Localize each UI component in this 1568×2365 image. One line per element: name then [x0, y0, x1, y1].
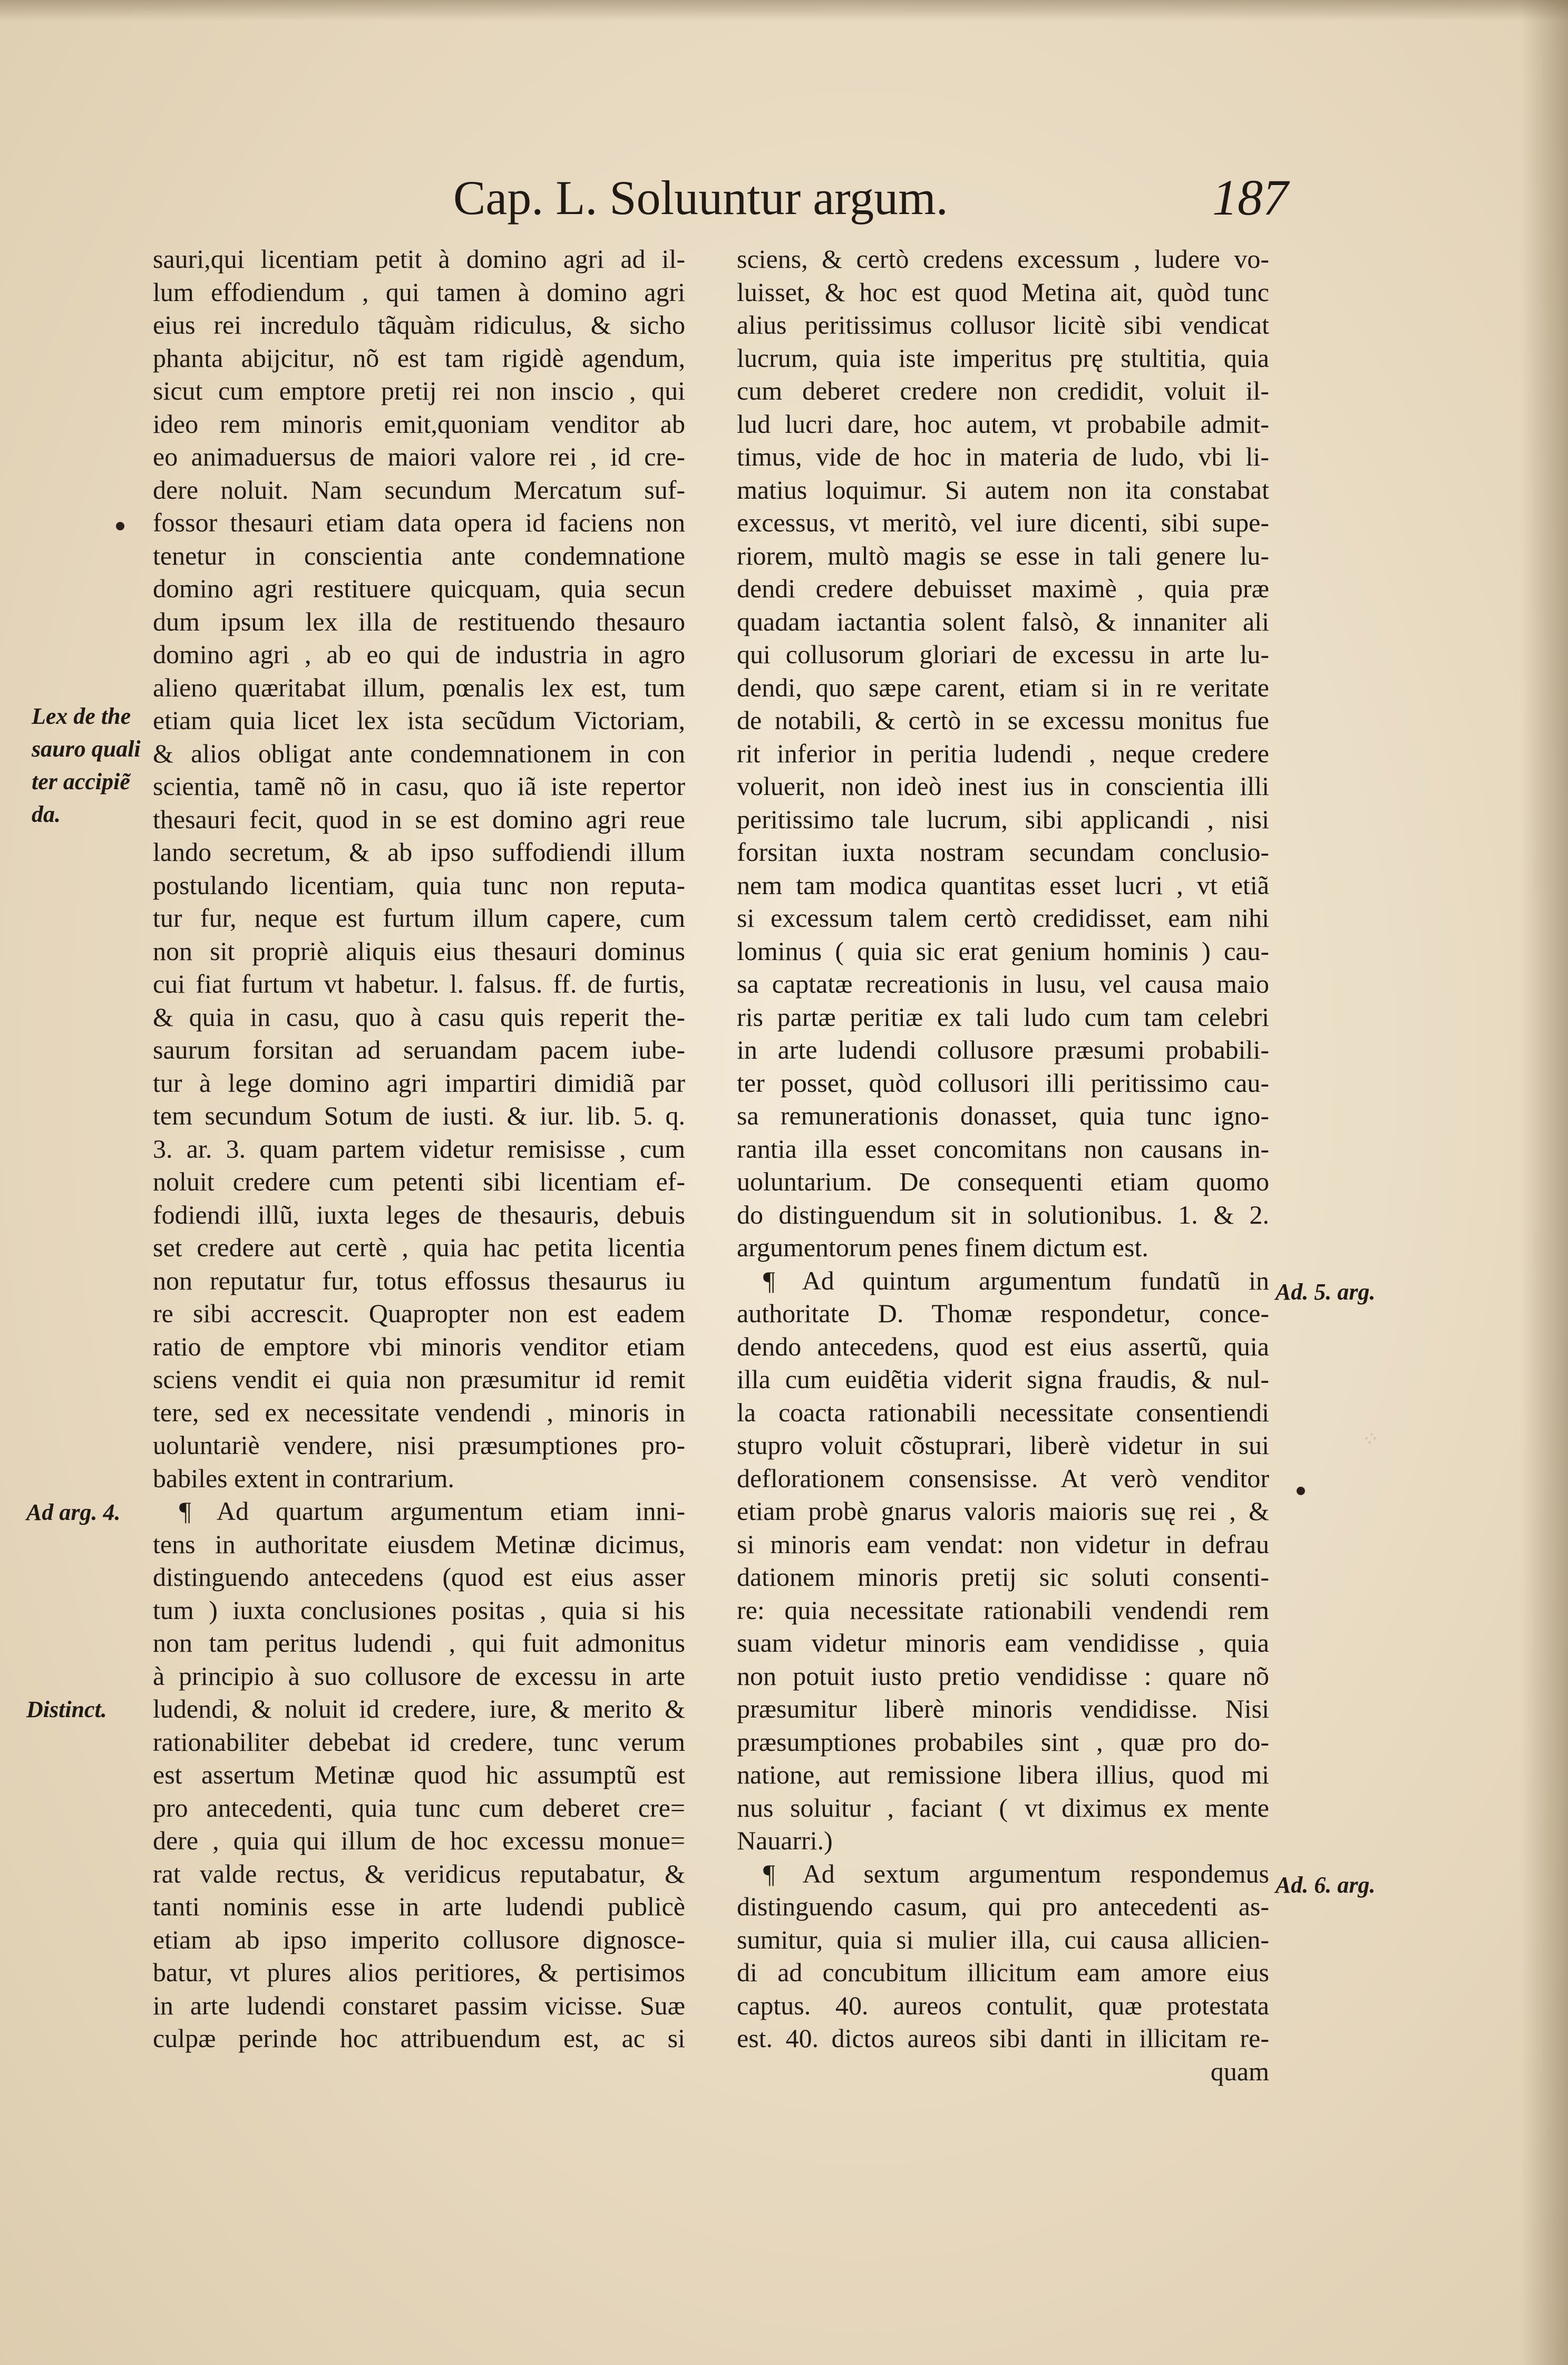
- text-line: etiam quia licet lex ista secũdum Victoriam,: [153, 705, 685, 735]
- text-line: peritissimo tale lucrum, sibi applicandi , nisi: [737, 804, 1269, 834]
- text-line: ¶ Ad quartum argumentum etiam inni-: [179, 1496, 685, 1526]
- text-line: sa captatæ recreationis in lusu, vel causa maio: [737, 969, 1269, 999]
- text-line: uoluntarium. De consequenti etiam quomo: [737, 1167, 1269, 1196]
- text-line: non tam peritus ludendi , qui fuit admonitus: [153, 1628, 685, 1658]
- text-line: ter posset, quòd collusori illi peritissimo cau-: [737, 1068, 1269, 1098]
- text-line: saurum forsitan ad seruandam pacem iube-: [153, 1035, 685, 1064]
- text-line: præsumptiones probabiles sint , quæ pro do-: [737, 1727, 1269, 1757]
- text-line: dendo antecedens, quod est eius assertũ, quia: [737, 1331, 1269, 1361]
- text-line: Nauarri.): [737, 1826, 833, 1855]
- text-line: tere, sed ex necessitate vendendi , minoris in: [153, 1397, 685, 1427]
- text-line: nus soluitur , faciant ( vt diximus ex mente: [737, 1792, 1269, 1823]
- text-line: à principio à suo collusore de excessu in arte: [153, 1661, 685, 1691]
- text-line: cui fiat furtum vt habetur. l. falsus. ff. de furtis,: [153, 969, 685, 999]
- text-line: fossor thesauri etiam data opera id faciens non: [153, 508, 685, 537]
- text-line: uoluntariè vendere, nisi præsumptiones pro-: [153, 1430, 685, 1460]
- margin-note-distinct: Distinct.: [26, 1697, 107, 1722]
- text-line: dendi, quo sæpe carent, etiam si in re veritate: [737, 672, 1269, 702]
- text-line: distinguendo casum, qui pro antecedenti as-: [737, 1892, 1269, 1921]
- text-line: non sit propriè aliquis eius thesauri dominus: [153, 936, 685, 966]
- margin-note-ad-5-arg: Ad. 5. arg.: [1275, 1279, 1376, 1305]
- text-line: in arte ludendi collusore præsumi probabili-: [737, 1035, 1269, 1064]
- text-line: re sibi accrescit. Quapropter non est eadem: [153, 1298, 685, 1328]
- show-through: ⁘: [1360, 1427, 1378, 1451]
- text-line: rat valde rectus, & veridicus reputabatur, &: [153, 1858, 685, 1888]
- text-line: rit inferior in peritia ludendi , neque credere: [737, 738, 1269, 768]
- text-line: dere noluit. Nam secundum Mercatum suf-: [153, 474, 685, 505]
- text-line: la coacta rationabili necessitate consentiendi: [737, 1397, 1269, 1427]
- text-line: argumentorum penes finem dictum est.: [737, 1233, 1148, 1262]
- margin-dot: [1297, 1487, 1305, 1495]
- text-line: dendi credere debuisset maximè , quia præ: [737, 574, 1269, 603]
- margin-note-line: sauro quali: [32, 736, 141, 762]
- text-line: dum ipsum lex illa de restituendo thesauro: [153, 606, 685, 636]
- text-line: tum ) iuxta conclusiones positas , quia si his: [153, 1595, 685, 1625]
- text-line: deflorationem consensisse. At verò venditor: [737, 1463, 1269, 1493]
- text-line: tur fur, neque est furtum illum capere, cum: [153, 903, 685, 933]
- text-line: eo animaduersus de maiori valore rei , id cre-: [153, 442, 685, 471]
- page-edge-shadow: [1521, 0, 1568, 2365]
- text-line: postulando licentiam, quia tunc non reputa-: [153, 870, 685, 900]
- page-top-shadow: [0, 0, 1568, 21]
- left-text-column: [153, 243, 685, 2055]
- text-line: cum deberet credere non credidit, voluit il-: [737, 376, 1269, 405]
- text-line: rantia illa esset concomitans non causans in-: [737, 1133, 1269, 1164]
- text-line: culpæ perinde hoc attribuendum est, ac si: [153, 2023, 685, 2053]
- text-line: illa cum euidẽtia viderit signa fraudis, & nul-: [737, 1364, 1269, 1394]
- text-line: riorem, multò magis se esse in tali genere lu-: [737, 540, 1269, 570]
- text-line: re: quia necessitate rationabili vendendi rem: [737, 1595, 1269, 1625]
- text-line: etiam probè gnarus valoris maioris suę rei , &: [737, 1496, 1269, 1526]
- margin-note-lex-thesauro: [32, 700, 141, 831]
- text-line: batur, vt plures alios peritiores, & pertisimos: [153, 1957, 685, 1987]
- text-line: domino agri restituere quicquam, quia secun: [153, 574, 685, 603]
- margin-note-line: Lex de the: [32, 703, 131, 729]
- folio-number: 187: [1212, 169, 1288, 226]
- text-line: thesauri fecit, quod in se est domino agri reue: [153, 804, 685, 834]
- text-line: eius rei incredulo tãquàm ridiculus, & sicho: [153, 310, 685, 340]
- margin-note-line: ter accipiẽ: [32, 769, 130, 794]
- text-line: lum effodiendum , qui tamen à domino agri: [153, 277, 685, 307]
- text-line: ¶ Ad quintum argumentum fundatũ in: [763, 1265, 1269, 1295]
- text-line: tenetur in conscientia ante condemnatione: [153, 540, 685, 570]
- text-line: si excessum talem certò credidisset, eam nihi: [737, 903, 1269, 933]
- text-line: alius peritissimus collusor licitè sibi vendicat: [737, 310, 1269, 340]
- text-line: dere , quia qui illum de hoc excessu monue=: [153, 1826, 685, 1855]
- text-line: qui collusorum gloriari de excessu in arte lu-: [737, 639, 1269, 669]
- text-line: ideo rem minoris emit,quoniam venditor ab: [153, 409, 685, 439]
- margin-note-line: da.: [32, 801, 61, 827]
- text-line: timus, vide de hoc in materia de ludo, vbi li-: [737, 442, 1269, 471]
- text-line: si minoris eam vendat: non videtur in defrau: [737, 1529, 1269, 1559]
- text-line: phanta abijcitur, nõ est tam rigidè agendum,: [153, 343, 685, 373]
- text-line: alieno quæritabat illum, pœnalis lex est, tum: [153, 672, 685, 702]
- text-line: forsitan iuxta nostram secundam conclusio-: [737, 837, 1269, 867]
- margin-dot: [116, 522, 124, 530]
- text-line: ratio de emptore vbi minoris venditor etiam: [153, 1331, 685, 1361]
- text-line: tem secundum Sotum de iusti. & iur. lib. 5. q.: [153, 1101, 685, 1130]
- running-title: Cap. L. Soluuntur argum.: [453, 171, 948, 225]
- text-line: set credere aut certè , quia hac petita licentia: [153, 1233, 685, 1262]
- text-line: sumitur, quia si mulier illa, cui causa allicien-: [737, 1924, 1269, 1954]
- text-line: sciens, & certò credens excessum , ludere vo-: [737, 244, 1269, 274]
- text-line: tur à lege domino agri impartiri dimidiã par: [153, 1068, 685, 1098]
- text-line: præsumitur liberè minoris vendidisse. Nisi: [737, 1694, 1269, 1723]
- text-line: luisset, & hoc est quod Metina ait, quòd tunc: [737, 277, 1269, 307]
- text-line: sa remunerationis donasset, quia tunc igno-: [737, 1101, 1269, 1130]
- text-line: natione, aut remissione libera illius, quod mi: [737, 1760, 1269, 1789]
- margin-note-ad-6-arg: Ad. 6. arg.: [1275, 1872, 1376, 1898]
- right-text-column: [737, 243, 1269, 2088]
- text-line: voluerit, non ideò inest ius in conscientia illi: [737, 771, 1269, 801]
- text-line: lud lucri dare, hoc autem, vt probabile admit-: [737, 409, 1269, 439]
- text-line: lando secretum, & ab ipso suffodiendi illum: [153, 837, 685, 867]
- text-line: & alios obligat ante condemnationem in con: [153, 738, 685, 768]
- margin-note-ad-arg-4: Ad arg. 4.: [26, 1499, 121, 1525]
- text-line: est assertum Metinæ quod hic assumptũ est: [153, 1760, 685, 1789]
- text-line: excessus, vt meritò, vel iure dicenti, sibi supe-: [737, 508, 1269, 537]
- text-line: pro antecedenti, quia tunc cum deberet cre=: [153, 1792, 685, 1823]
- text-line: matius loquimur. Si autem non ita constabat: [737, 474, 1269, 505]
- text-line: babiles extent in contrarium.: [153, 1463, 455, 1493]
- text-line: captus. 40. aureos contulit, quæ protestata: [737, 1990, 1269, 2020]
- text-line: fodiendi illũ, iuxta leges de thesauris, debuis: [153, 1199, 685, 1229]
- catchword: quam: [1210, 2056, 1269, 2086]
- text-line: stupro voluit cõstuprari, liberè videtur in sui: [737, 1430, 1269, 1460]
- text-line: ludendi, & noluit id credere, iure, & merito &: [153, 1694, 685, 1723]
- text-line: ¶ Ad sextum argumentum respondemus: [763, 1858, 1269, 1888]
- text-line: dationem minoris pretij sic soluti consenti-: [737, 1562, 1269, 1592]
- text-line: rationabiliter debebat id credere, tunc verum: [153, 1727, 685, 1757]
- text-line: quadam iactantia solent falsò, & innaniter ali: [737, 606, 1269, 636]
- text-line: tanti nominis esse in arte ludendi publicè: [153, 1892, 685, 1921]
- text-line: do distinguendum sit in solutionibus. 1. & 2.: [737, 1199, 1269, 1229]
- text-line: noluit credere cum petenti sibi licentiam ef-: [153, 1167, 685, 1196]
- text-line: non reputatur fur, totus effossus thesaurus iu: [153, 1265, 685, 1295]
- text-line: suam videtur minoris eam vendidisse , quia: [737, 1628, 1269, 1658]
- text-line: sauri,qui licentiam petit à domino agri ad il-: [153, 244, 685, 274]
- text-line: lucrum, quia iste imperitus prę stultitia, quia: [737, 343, 1269, 373]
- text-line: tens in authoritate eiusdem Metinæ dicimus,: [153, 1529, 685, 1559]
- text-line: de notabili, & certò in se excessu monitus fue: [737, 705, 1269, 735]
- text-line: di ad concubitum illicitum eam amore eius: [737, 1957, 1269, 1987]
- text-line: ris partæ peritiæ ex tali ludo cum tam celebri: [737, 1002, 1269, 1032]
- text-line: scientia, tamẽ nõ in casu, quo iã iste repertor: [153, 771, 685, 801]
- text-line: sciens vendit ei quia non præsumitur id remit: [153, 1364, 685, 1394]
- text-line: domino agri , ab eo qui de industria in agro: [153, 639, 685, 669]
- text-line: & quia in casu, quo à casu quis reperit the-: [153, 1002, 685, 1032]
- text-line: est. 40. dictos aureos sibi danti in illicitam re-: [737, 2023, 1269, 2053]
- text-line: authoritate D. Thomæ respondetur, conce-: [737, 1298, 1269, 1328]
- text-line: non potuit iusto pretio vendidisse : quare nõ: [737, 1661, 1269, 1691]
- text-line: etiam ab ipso imperito collusore dignosce-: [153, 1924, 685, 1954]
- text-line: 3. ar. 3. quam partem videtur remisisse , cum: [153, 1133, 685, 1164]
- text-line: lominus ( quia sic erat genium hominis ) cau-: [737, 936, 1269, 966]
- text-line: in arte ludendi constaret passim vicisse. Suæ: [153, 1990, 685, 2020]
- text-line: sicut cum emptore pretij rei non inscio , qui: [153, 376, 685, 405]
- text-line: distinguendo antecedens (quod est eius asser: [153, 1562, 685, 1592]
- text-line: nem tam modica quantitas esset lucri , vt etiã: [737, 870, 1269, 900]
